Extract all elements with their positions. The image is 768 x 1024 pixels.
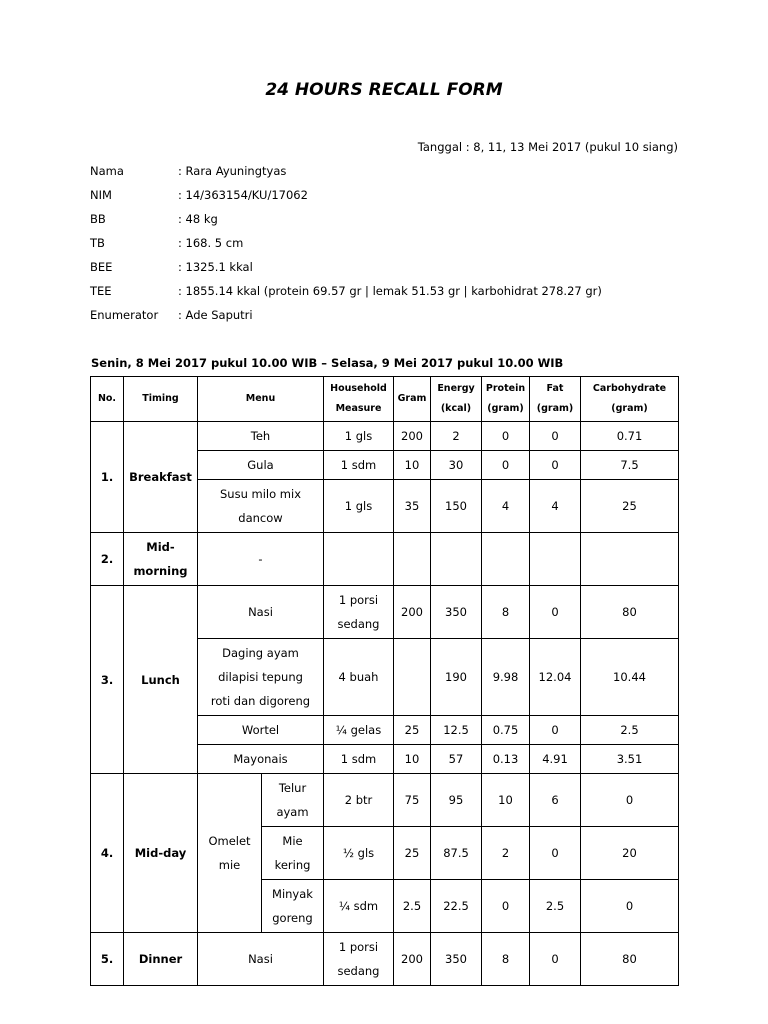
gram-cell: 75: [394, 774, 431, 827]
gram-cell: 200: [394, 586, 431, 639]
gram-cell: 200: [394, 422, 431, 451]
energy-cell: 350: [431, 586, 482, 639]
carb-cell: 0.71: [581, 422, 679, 451]
header-no: No.: [91, 377, 124, 422]
protein-cell: 4: [482, 480, 530, 533]
energy-cell: 150: [431, 480, 482, 533]
form-title: 24 HOURS RECALL FORM: [265, 80, 503, 100]
energy-cell: 30: [431, 451, 482, 480]
meal-no: 3.: [91, 586, 124, 774]
meal-timing: Breakfast: [124, 422, 198, 533]
gram-cell: 10: [394, 745, 431, 774]
meal-timing: Mid- morning: [124, 533, 198, 586]
energy-cell: 87.5: [431, 827, 482, 880]
info-value: : 14/363154/KU/17062: [178, 188, 308, 202]
carb-cell: 10.44: [581, 639, 679, 716]
fat-cell: 12.04: [530, 639, 581, 716]
menu-cell: Teh: [198, 422, 324, 451]
carb-cell: 80: [581, 586, 679, 639]
protein-cell: 0: [482, 451, 530, 480]
meal-no: 1.: [91, 422, 124, 533]
measure-cell: 1 sdm: [324, 451, 394, 480]
energy-cell: 95: [431, 774, 482, 827]
energy-cell: 22.5: [431, 880, 482, 933]
info-row-tee: [90, 282, 602, 306]
menu-cell: Mie kering: [262, 827, 324, 880]
header-carbohydrate: Carbohydrate (gram): [581, 377, 679, 422]
info-row-bee: [90, 258, 602, 282]
carb-cell: 25: [581, 480, 679, 533]
gram-cell: 35: [394, 480, 431, 533]
measure-cell: [324, 533, 394, 586]
protein-cell: 10: [482, 774, 530, 827]
info-value: : 168. 5 cm: [178, 236, 244, 250]
energy-cell: 12.5: [431, 716, 482, 745]
menu-cell: Nasi: [198, 933, 324, 986]
table-row: [91, 422, 679, 451]
carb-cell: 80: [581, 933, 679, 986]
protein-cell: 0.75: [482, 716, 530, 745]
measure-cell: ¼ gelas: [324, 716, 394, 745]
header-menu: Menu: [198, 377, 324, 422]
info-row-nim: [90, 186, 602, 210]
energy-cell: [431, 533, 482, 586]
header-timing: Timing: [124, 377, 198, 422]
energy-cell: 2: [431, 422, 482, 451]
measure-cell: ½ gls: [324, 827, 394, 880]
meal-timing: Lunch: [124, 586, 198, 774]
menu-cell: Daging ayam dilapisi tepung roti dan digoreng: [198, 639, 324, 716]
protein-cell: 0: [482, 880, 530, 933]
menu-cell: Wortel: [198, 716, 324, 745]
measure-cell: 4 buah: [324, 639, 394, 716]
fat-cell: 4: [530, 480, 581, 533]
carb-cell: [581, 533, 679, 586]
gram-cell: 2.5: [394, 880, 431, 933]
recall-table: [90, 376, 679, 986]
protein-cell: 9.98: [482, 639, 530, 716]
menu-cell: Susu milo mix dancow: [198, 480, 324, 533]
menu-cell: Mayonais: [198, 745, 324, 774]
menu-cell: Telur ayam: [262, 774, 324, 827]
info-label: TB: [90, 236, 105, 250]
fat-cell: 0: [530, 827, 581, 880]
protein-cell: 2: [482, 827, 530, 880]
menu-cell: Minyak goreng: [262, 880, 324, 933]
section-title: Senin, 8 Mei 2017 pukul 10.00 WIB – Selasa, 9 Mei 2017 pukul 10.00 WIB: [91, 356, 564, 370]
info-value: : 48 kg: [178, 212, 218, 226]
protein-cell: 0.13: [482, 745, 530, 774]
carb-cell: 0: [581, 880, 679, 933]
info-label: TEE: [90, 284, 112, 298]
measure-cell: 1 gls: [324, 422, 394, 451]
info-label: Enumerator: [90, 308, 159, 322]
fat-cell: [530, 533, 581, 586]
header-gram: Gram: [394, 377, 431, 422]
info-row-bb: [90, 210, 602, 234]
gram-cell: 25: [394, 716, 431, 745]
info-value: : Ade Saputri: [178, 308, 253, 322]
fat-cell: 0: [530, 716, 581, 745]
fat-cell: 0: [530, 586, 581, 639]
measure-cell: 1 sdm: [324, 745, 394, 774]
measure-cell: ¼ sdm: [324, 880, 394, 933]
measure-cell: 2 btr: [324, 774, 394, 827]
menu-cell: -: [198, 533, 324, 586]
carb-cell: 7.5: [581, 451, 679, 480]
energy-cell: 190: [431, 639, 482, 716]
fat-cell: 0: [530, 933, 581, 986]
respondent-info: [90, 162, 602, 330]
table-row: [91, 774, 679, 827]
protein-cell: [482, 533, 530, 586]
energy-cell: 350: [431, 933, 482, 986]
info-value: : Rara Ayuningtyas: [178, 164, 287, 178]
table-row: [91, 586, 679, 639]
menu-group-cell: Omelet mie: [198, 774, 262, 933]
meal-no: 2.: [91, 533, 124, 586]
info-value: : 1855.14 kkal (protein 69.57 gr | lemak 51.53 gr | karbohidrat 278.27 gr): [178, 284, 602, 298]
info-label: Nama: [90, 164, 124, 178]
fat-cell: 0: [530, 422, 581, 451]
meal-no: 5.: [91, 933, 124, 986]
carb-cell: 2.5: [581, 716, 679, 745]
measure-cell: 1 porsi sedang: [324, 586, 394, 639]
header-protein: Protein (gram): [482, 377, 530, 422]
meal-no: 4.: [91, 774, 124, 933]
info-row-tb: [90, 234, 602, 258]
header-household: Household Measure: [324, 377, 394, 422]
gram-cell: [394, 533, 431, 586]
info-row-nama: [90, 162, 602, 186]
protein-cell: 0: [482, 422, 530, 451]
info-row-enumerator: [90, 306, 602, 330]
protein-cell: 8: [482, 933, 530, 986]
carb-cell: 3.51: [581, 745, 679, 774]
carb-cell: 0: [581, 774, 679, 827]
info-label: BEE: [90, 260, 113, 274]
table-row: [91, 533, 679, 586]
fat-cell: 4.91: [530, 745, 581, 774]
menu-cell: Gula: [198, 451, 324, 480]
header-fat: Fat (gram): [530, 377, 581, 422]
carb-cell: 20: [581, 827, 679, 880]
meal-timing: Dinner: [124, 933, 198, 986]
table-header-row: [91, 377, 679, 422]
table-row: [91, 933, 679, 986]
measure-cell: 1 gls: [324, 480, 394, 533]
header-energy: Energy (kcal): [431, 377, 482, 422]
info-label: BB: [90, 212, 106, 226]
gram-cell: 10: [394, 451, 431, 480]
fat-cell: 0: [530, 451, 581, 480]
energy-cell: 57: [431, 745, 482, 774]
gram-cell: 25: [394, 827, 431, 880]
menu-cell: Nasi: [198, 586, 324, 639]
gram-cell: [394, 639, 431, 716]
protein-cell: 8: [482, 586, 530, 639]
info-label: NIM: [90, 188, 112, 202]
fat-cell: 6: [530, 774, 581, 827]
date-line: Tanggal : 8, 11, 13 Mei 2017 (pukul 10 siang): [417, 140, 678, 154]
measure-cell: 1 porsi sedang: [324, 933, 394, 986]
meal-timing: Mid-day: [124, 774, 198, 933]
gram-cell: 200: [394, 933, 431, 986]
fat-cell: 2.5: [530, 880, 581, 933]
info-value: : 1325.1 kkal: [178, 260, 253, 274]
